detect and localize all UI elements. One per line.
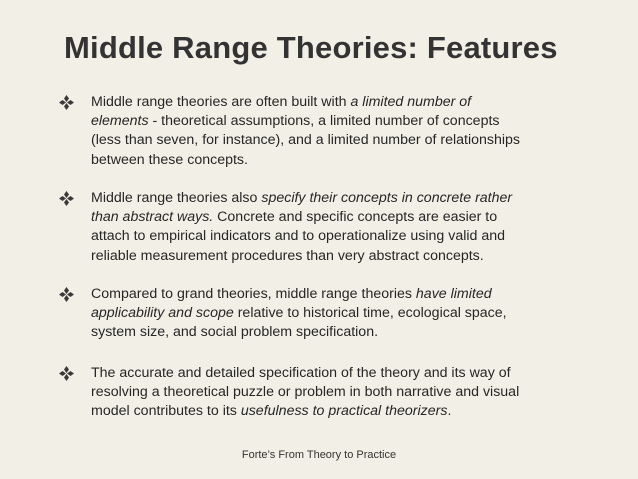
bullet-text bbox=[91, 285, 583, 343]
text-segment: . bbox=[447, 403, 452, 420]
italic-text: a limited number of bbox=[350, 94, 472, 110]
text-segment: Middle range theories also bbox=[91, 190, 262, 206]
text-segment: model contributes to its bbox=[91, 403, 241, 420]
bullet-line bbox=[91, 323, 583, 342]
text-segment: Concrete and specific concepts are easier to bbox=[213, 209, 498, 226]
italic-text: specify their concepts in concrete rather bbox=[261, 190, 513, 206]
four-diamond-bullet-icon bbox=[58, 286, 75, 303]
italic-text: than abstract ways. bbox=[91, 209, 214, 226]
slide-footer: Forte’s From Theory to Practice bbox=[241, 449, 397, 461]
bullet-line bbox=[91, 247, 583, 266]
bullet-line bbox=[91, 112, 583, 131]
bullet-line bbox=[91, 285, 583, 304]
four-diamond-bullet-icon bbox=[58, 94, 75, 111]
text-segment: system size, and social problem specification. bbox=[91, 324, 379, 341]
text-segment: resolving a theoretical puzzle or problem in both narrative and visual bbox=[91, 384, 520, 401]
italic-text: applicability and scope bbox=[91, 305, 234, 322]
text-segment: (less than seven, for instance), and a limited number of relationships bbox=[91, 132, 520, 149]
text-segment: attach to empirical indicators and to operationalize using valid and bbox=[91, 228, 506, 245]
bullet-text bbox=[91, 189, 583, 266]
bullet-line bbox=[91, 151, 583, 170]
bullet-line bbox=[91, 93, 583, 112]
italic-text: elements bbox=[91, 113, 149, 130]
text-segment: reliable measurement procedures than very abstract concepts. bbox=[91, 247, 484, 264]
text-segment: - theoretical assumptions, a limited number of concepts bbox=[148, 113, 500, 130]
bullet-line bbox=[91, 402, 583, 421]
bullet-line bbox=[91, 304, 583, 323]
text-segment: between these concepts. bbox=[91, 151, 248, 168]
bullet-line bbox=[91, 227, 583, 246]
bullet-text bbox=[91, 93, 583, 170]
text-segment: Compared to grand theories, middle range theories bbox=[91, 286, 416, 302]
text-segment: relative to historical time, ecological space, bbox=[233, 305, 507, 322]
bullet-line bbox=[91, 208, 583, 227]
bullet-line bbox=[91, 383, 583, 402]
bullet-text bbox=[91, 364, 583, 422]
bullet-line bbox=[91, 364, 583, 383]
bullet-line bbox=[91, 189, 583, 208]
slide-title: Middle Range Theories: Features bbox=[64, 30, 558, 65]
bullet-line bbox=[91, 131, 583, 150]
text-segment: The accurate and detailed specification of the theory and its way of bbox=[91, 365, 511, 381]
italic-text: have limited bbox=[415, 286, 492, 302]
italic-text: usefulness to practical theorizers bbox=[240, 403, 448, 420]
four-diamond-bullet-icon bbox=[58, 190, 75, 207]
text-segment: Middle range theories are often built with bbox=[91, 94, 351, 110]
four-diamond-bullet-icon bbox=[58, 365, 75, 382]
